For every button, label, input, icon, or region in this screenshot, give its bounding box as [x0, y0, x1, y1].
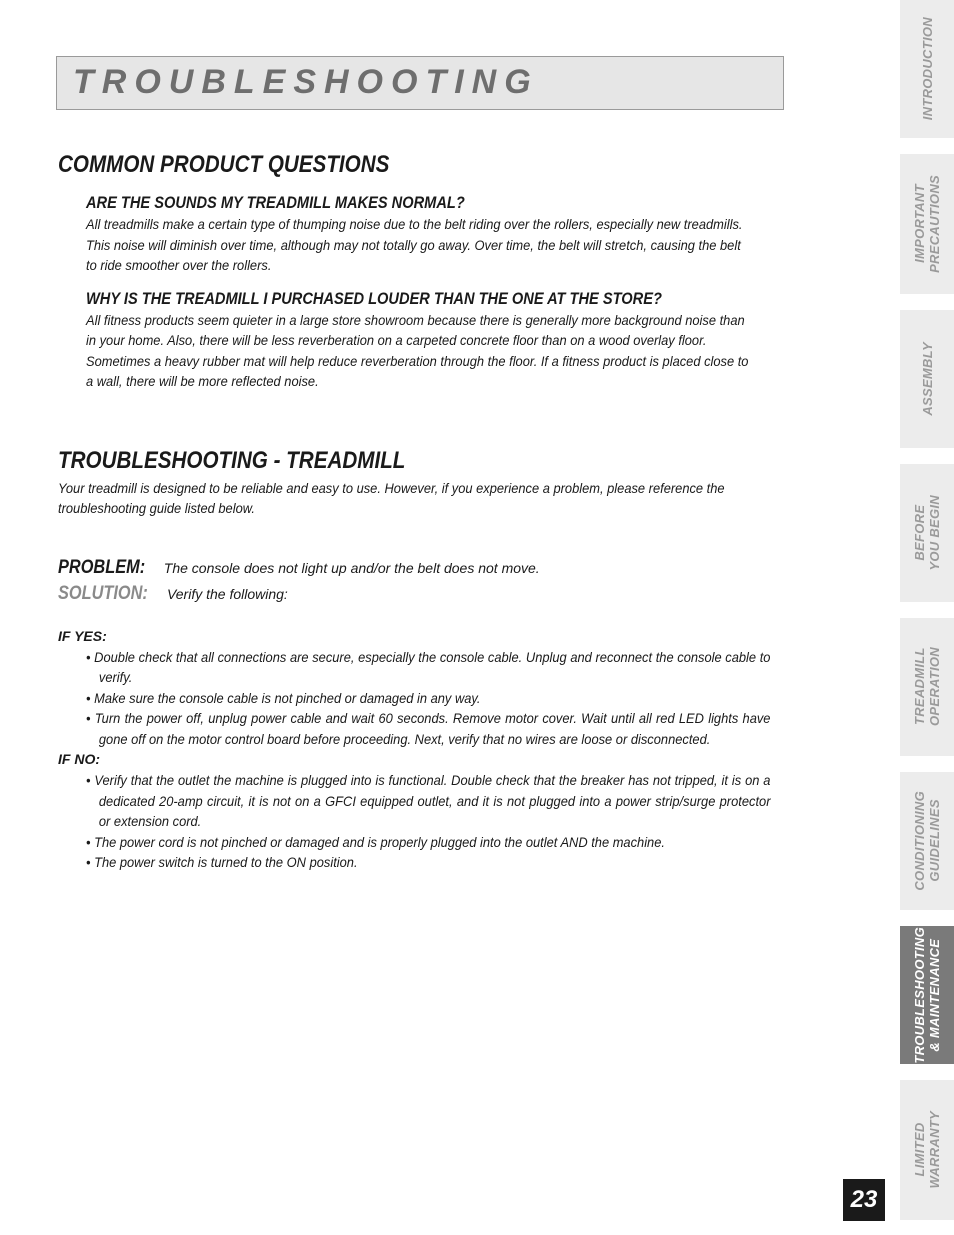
- tab-conditioning-guidelines[interactable]: [900, 772, 954, 910]
- tab-assembly[interactable]: [900, 310, 954, 448]
- if-yes-list: [58, 647, 771, 750]
- tab-label: BEFORE YOU BEGIN: [912, 495, 942, 571]
- tab-label: ASSEMBLY: [919, 342, 935, 416]
- tab-limited-warranty[interactable]: [900, 1080, 954, 1220]
- if-no-list: [58, 770, 771, 873]
- main-content: [58, 148, 771, 873]
- faq-item: [86, 192, 758, 276]
- problem-label: PROBLEM:: [58, 556, 146, 578]
- tab-treadmill-operation[interactable]: [900, 618, 954, 756]
- list-item: • Verify that the outlet the machine is plugged into is functional. Double check that the breaker has not tripped, it is on a dedicated 20-amp circuit, it is not on a GFCI equipped outlet, and it is not plugged into a power strip/surge protector or extension cord.: [86, 772, 771, 829]
- faq-item: [86, 288, 758, 392]
- tab-label: TROUBLESHOOTING & MAINTENANCE: [912, 926, 942, 1064]
- section-tabs: [900, 0, 954, 1235]
- tab-before-you-begin[interactable]: [900, 464, 954, 602]
- faq-answer: All treadmills make a certain type of thumping noise due to the belt riding over the rollers, especially new treadmills. This noise will diminish over time, although may not totally go away. Over time, the belt will stretch, causing the belt to ride smoother over the rollers.: [86, 216, 743, 273]
- list-item: • Turn the power off, unplug power cable and wait 60 seconds. Remove motor cover. Wait until all red LED lights have gone off on the motor control board before proceeding. Next, verify that no wires are loose or disconnected.: [86, 710, 771, 747]
- tab-important-precautions[interactable]: [900, 154, 954, 294]
- page-header-bar: [56, 56, 784, 110]
- troubleshooting-intro: Your treadmill is designed to be reliable and easy to use. However, if you experience a problem, please reference the troubleshooting guide listed below.: [58, 479, 725, 516]
- if-no-label: IF NO:: [58, 751, 100, 767]
- solution-label: SOLUTION:: [58, 582, 148, 604]
- section-title-common-questions: COMMON PRODUCT QUESTIONS: [58, 151, 390, 178]
- list-item: • Make sure the console cable is not pinched or damaged in any way.: [86, 689, 481, 706]
- page-number: 23: [843, 1179, 885, 1221]
- problem-line: [58, 555, 758, 581]
- list-item: • The power switch is turned to the ON position.: [86, 854, 358, 870]
- page-title: TROUBLESHOOTING: [73, 63, 539, 101]
- tab-label: INTRODUCTION: [919, 17, 935, 121]
- list-item: • The power cord is not pinched or damaged and is properly plugged into the outlet AND the machine.: [86, 833, 665, 850]
- section-title-troubleshooting: TROUBLESHOOTING - TREADMILL: [58, 446, 406, 474]
- problem-solution: [58, 555, 758, 607]
- if-yes-label: IF YES:: [58, 627, 107, 644]
- tab-label: IMPORTANT PRECAUTIONS: [912, 175, 942, 273]
- faq-answer: All fitness products seem quieter in a large store showroom because there is generally more background noise than in your home. Also, there will be less reverberation on a carpeted concrete floor than on a wood overlay floor. Sometimes a heavy rubber mat will help reduce reverberation through the floor. If a fitness product is placed close to a wall, there will be more reflected noise.: [86, 311, 749, 389]
- faq-question: WHY IS THE TREADMILL I PURCHASED LOUDER THAN THE ONE AT THE STORE?: [86, 288, 662, 308]
- tab-label: LIMITED WARRANTY: [912, 1111, 942, 1189]
- tab-troubleshooting-maintenance[interactable]: [900, 926, 954, 1064]
- tab-label: CONDITIONING GUIDELINES: [912, 791, 942, 891]
- solution-line: [58, 581, 758, 607]
- tab-introduction[interactable]: [900, 0, 954, 138]
- solution-text: Verify the following:: [166, 585, 288, 602]
- problem-text: The console does not light up and/or the belt does not move.: [163, 559, 540, 576]
- faq-question: ARE THE SOUNDS MY TREADMILL MAKES NORMAL?: [86, 193, 465, 212]
- tab-label: TREADMILL OPERATION: [912, 647, 942, 727]
- list-item: • Double check that all connections are secure, especially the console cable. Unplug and reconnect the console cable to verify.: [86, 648, 771, 685]
